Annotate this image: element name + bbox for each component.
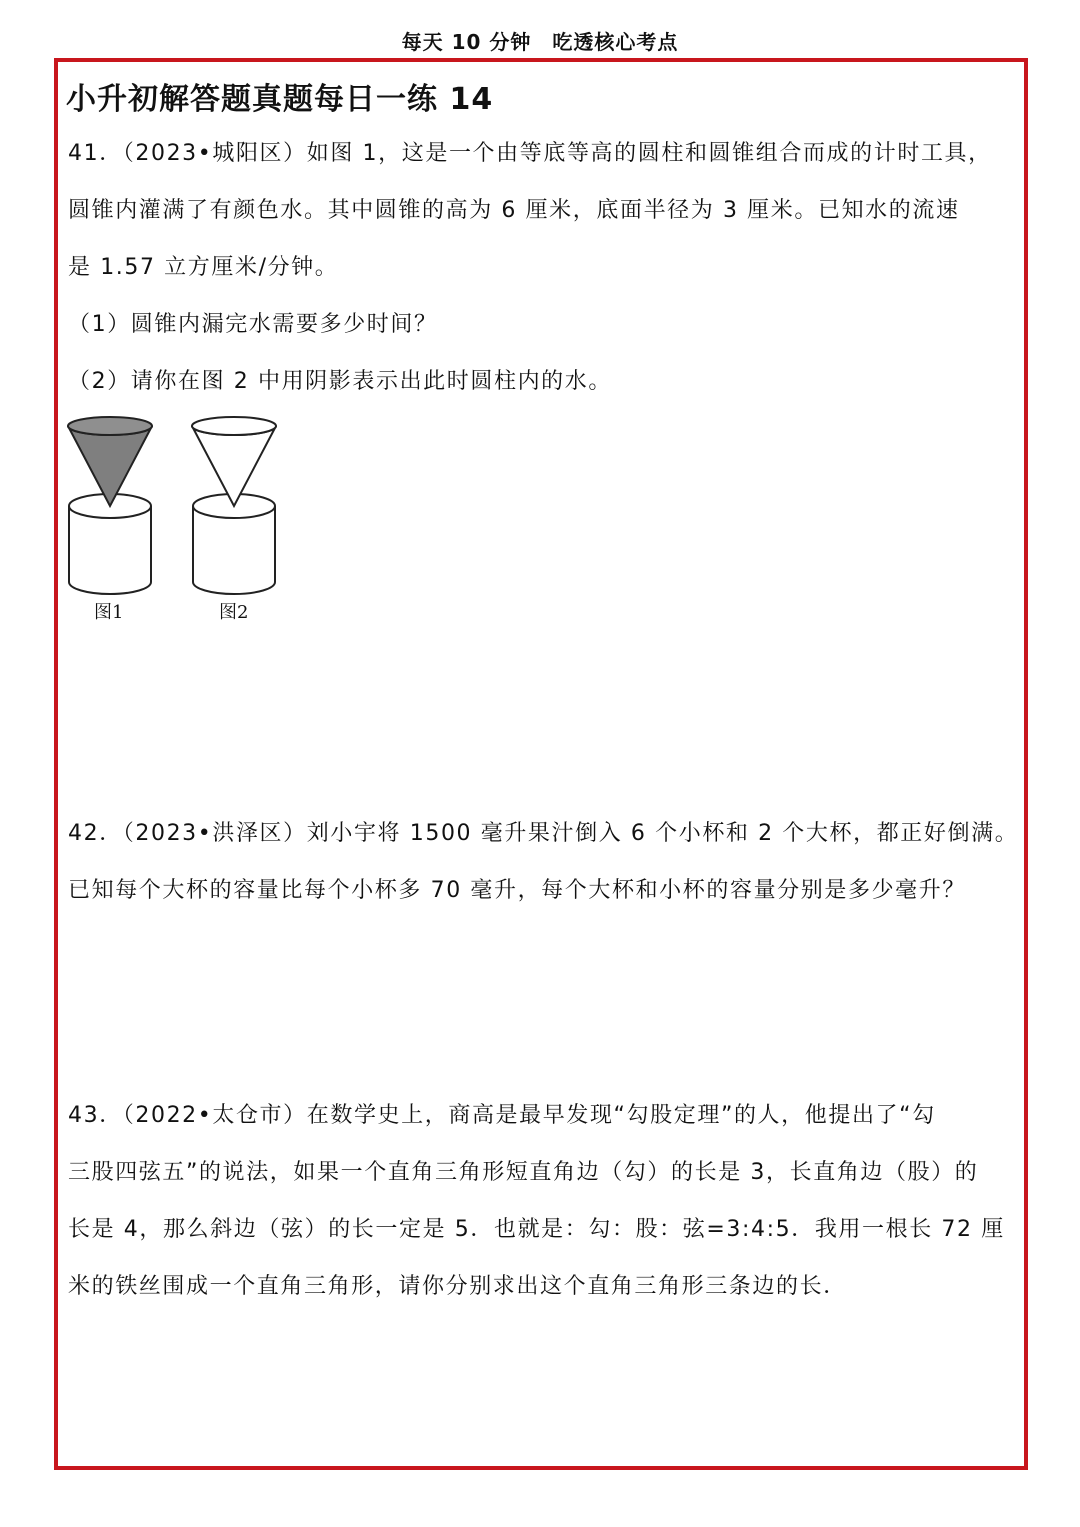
q43-line-3: 长是 4，那么斜边（弦）的长一定是 5．也就是：勾：股：弦=3:4:5．我用一根长 72 厘 bbox=[68, 1217, 1005, 1242]
figure-1-label: 图1 bbox=[94, 602, 124, 623]
q43-line-1: 43．（2022•太仓市）在数学史上，商高是最早发现“勾股定理”的人，他提出了“勾 bbox=[68, 1103, 936, 1128]
q42-line-2: 已知每个大杯的容量比每个小杯多 70 毫升，每个大杯和小杯的容量分别是多少毫升？ bbox=[68, 878, 966, 903]
figure-2-cone-cylinder bbox=[186, 412, 282, 598]
figure-2-label: 图2 bbox=[219, 602, 249, 623]
page-header: 每天 10 分钟 吃透核心考点 bbox=[401, 30, 679, 54]
q43-line-4: 米的铁丝围成一个直角三角形，请你分别求出这个直角三角形三条边的长． bbox=[68, 1274, 847, 1299]
q41-line-2: 圆锥内灌满了有颜色水。其中圆锥的高为 6 厘米，底面半径为 3 厘米。已知水的流速 bbox=[68, 198, 960, 223]
q41-subquestion-1: （1）圆锥内漏完水需要多少时间？ bbox=[68, 312, 438, 337]
figure-1-cone-cylinder bbox=[62, 412, 158, 598]
page-title: 小升初解答题真题每日一练 14 bbox=[66, 82, 494, 117]
q41-line-3: 是 1.57 立方厘米/分钟。 bbox=[68, 255, 339, 280]
q41-line-1: 41．（2023•城阳区）如图 1，这是一个由等底等高的圆柱和圆锥组合而成的计时工具， bbox=[68, 141, 992, 166]
q41-subquestion-2: （2）请你在图 2 中用阴影表示出此时圆柱内的水。 bbox=[68, 369, 612, 394]
q42-line-1: 42．（2023•洪泽区）刘小宇将 1500 毫升果汁倒入 6 个小杯和 2 个大杯，都正好倒满。 bbox=[68, 821, 1019, 846]
q43-line-2: 三股四弦五”的说法，如果一个直角三角形短直角边（勾）的长是 3，长直角边（股）的 bbox=[68, 1160, 979, 1185]
